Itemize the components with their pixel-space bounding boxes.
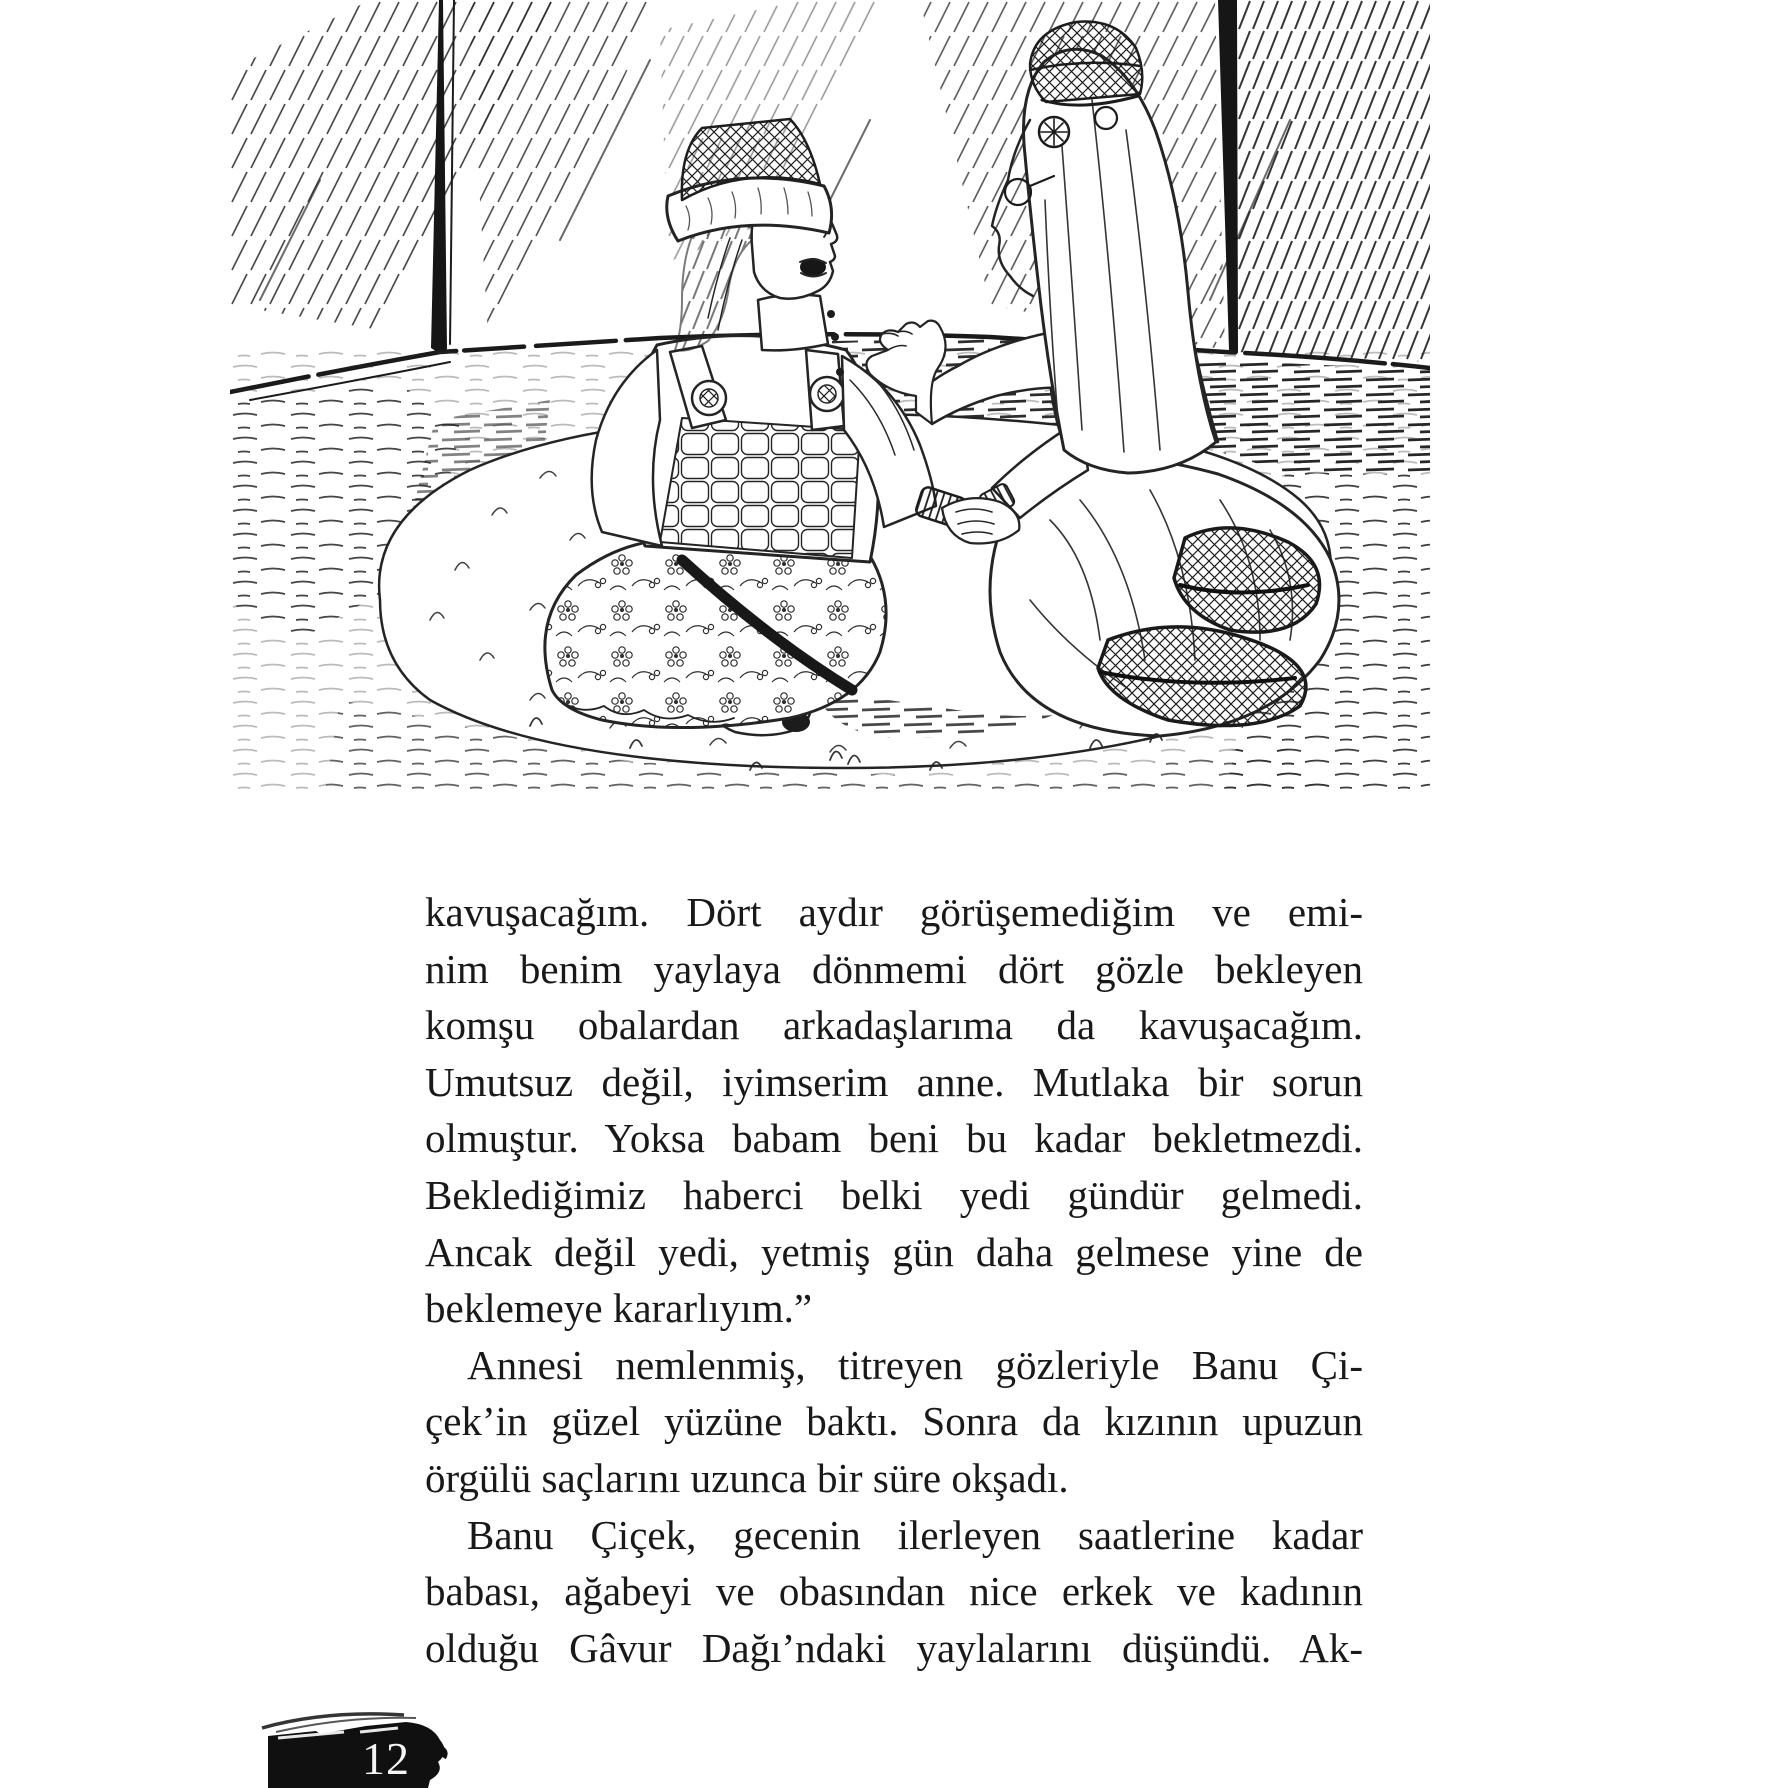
text-line: Umutsuz değil, iyimserim anne. Mutlaka bir sorun	[425, 1058, 1363, 1105]
text-line: Annesi nemlenmiş, titreyen gözleriyle Banu Çi-	[467, 1341, 1363, 1388]
text-line: babası, ağabeyi ve obasından nice erkek ve kadının	[425, 1568, 1363, 1615]
text-line: Banu Çiçek, gecenin ilerleyen saatlerine kadar	[467, 1511, 1363, 1558]
text-line: komşu obalardan arkadaşlarıma da kavuşacağım.	[425, 1002, 1363, 1049]
text-line: beklemeye kararlıyım.”	[425, 1285, 813, 1332]
page-number: 12	[362, 1733, 410, 1784]
body-text	[425, 884, 1363, 1676]
tent-wall-hatch-left2	[468, 0, 660, 335]
illustration-art	[230, 0, 1430, 790]
text-line: kavuşacağım. Dört aydır görüşemediğim ve emi-	[425, 889, 1363, 935]
text-line: Ancak değil yedi, yetmiş gün daha gelmese yine de	[425, 1228, 1363, 1275]
text-line: çek’in güzel yüzüne baktı. Sonra da kızının upuzun	[425, 1398, 1363, 1445]
illustration-canvas	[230, 0, 1430, 790]
text-line: olmuştur. Yoksa babam beni bu kadar bekletmezdi.	[425, 1115, 1363, 1162]
daughter-collar	[758, 295, 828, 351]
text-line: nim benim yaylaya dönmemi dört gözle bekleyen	[425, 945, 1363, 992]
tent-wall-hatch-far-right	[1235, 0, 1430, 362]
scale-armor-panel	[660, 418, 860, 558]
brush-stroke-shape	[256, 1698, 466, 1788]
text-line: Beklediğimiz haberci belki yedi gündür gelmedi.	[425, 1171, 1363, 1218]
text-line: olduğu Gâvur Dağı’ndaki yaylalarını düşündü. Ak-	[425, 1624, 1363, 1671]
tent-conversation-illustration	[230, 0, 1430, 790]
text-line: örgülü saçlarını uzunca bir süre okşadı.	[425, 1454, 1069, 1501]
page-number-badge	[256, 1698, 466, 1788]
